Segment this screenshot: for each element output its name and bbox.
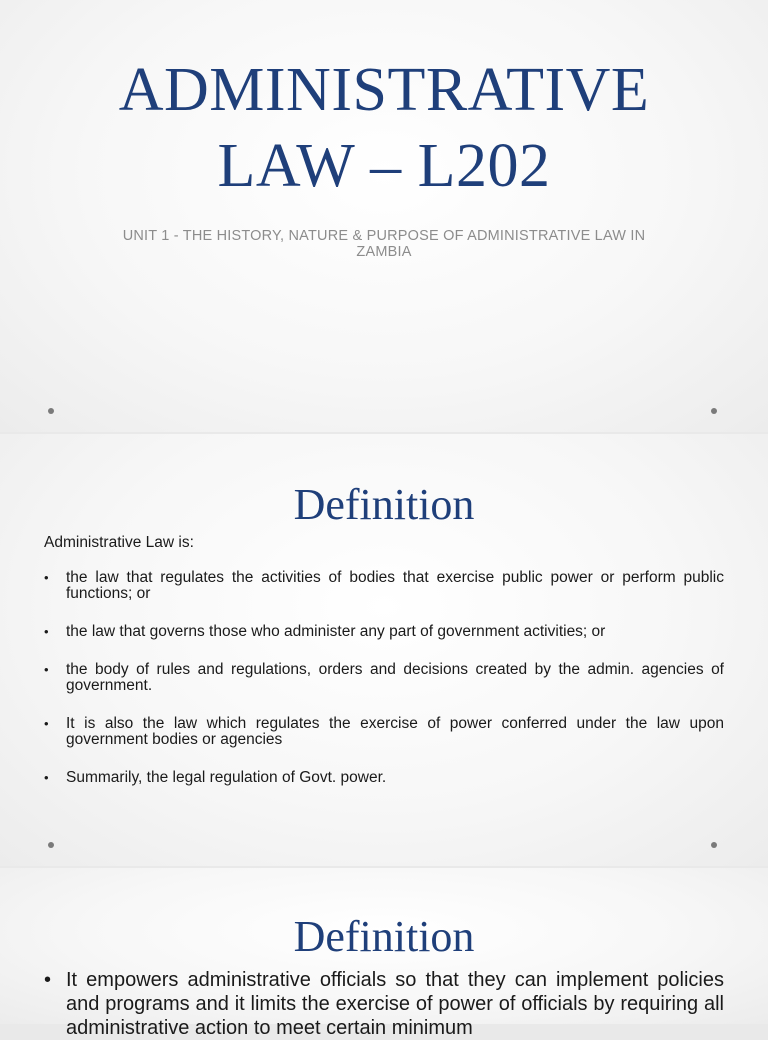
list-item-text: the law that regulates the activities of bodies that exercise public power or perform public functions; or (66, 569, 724, 602)
list-item-text: the law that governs those who administer any part of government activities; or (66, 623, 606, 640)
slide-corner-dot-left (48, 408, 54, 414)
slide-corner-dot-right (711, 842, 717, 848)
list-item (44, 624, 724, 640)
slide-title-heading (0, 52, 768, 204)
list-item (44, 770, 724, 786)
slide-definition-1 (0, 434, 768, 866)
slide-corner-dot-right (711, 408, 717, 414)
bullet-icon: • (44, 969, 52, 991)
slide-heading: Definition (293, 912, 475, 961)
list-item (44, 716, 724, 748)
list-item-text: the body of rules and regulations, orders and decisions created by the admin. agencies of government. (66, 661, 724, 694)
list-item-text: It empowers administrative officials so that they can implement policies and programs and it limits the exercise of power of officials by requiring all administrative action to meet certain minimum (66, 969, 724, 1039)
slide-heading: Definition (293, 480, 475, 529)
title-line-2: LAW – L202 (217, 132, 551, 200)
bullet-list (44, 570, 724, 808)
bullet-icon: • (44, 624, 49, 639)
bullet-icon: • (44, 662, 49, 677)
bullet-list (44, 968, 724, 1040)
slide-subtitle: UNIT 1 - THE HISTORY, NATURE & PURPOSE OF ADMINISTRATIVE LAW IN ZAMBIA (122, 228, 646, 260)
bullet-icon: • (44, 716, 49, 731)
slide-title (0, 0, 768, 432)
title-line-1: ADMINISTRATIVE (118, 56, 650, 124)
list-item-text: Summarily, the legal regulation of Govt. power. (66, 769, 387, 786)
bullet-icon: • (44, 770, 49, 785)
slide-corner-dot-left (48, 842, 54, 848)
list-item-text: It is also the law which regulates the exercise of power conferred under the law upon government bodies or agencies (66, 715, 724, 748)
slide-definition-2 (0, 868, 768, 1039)
bullet-icon: • (44, 570, 49, 585)
list-item (44, 968, 724, 1040)
intro-text: Administrative Law is: (44, 534, 194, 551)
list-item (44, 570, 724, 602)
list-item (44, 662, 724, 694)
